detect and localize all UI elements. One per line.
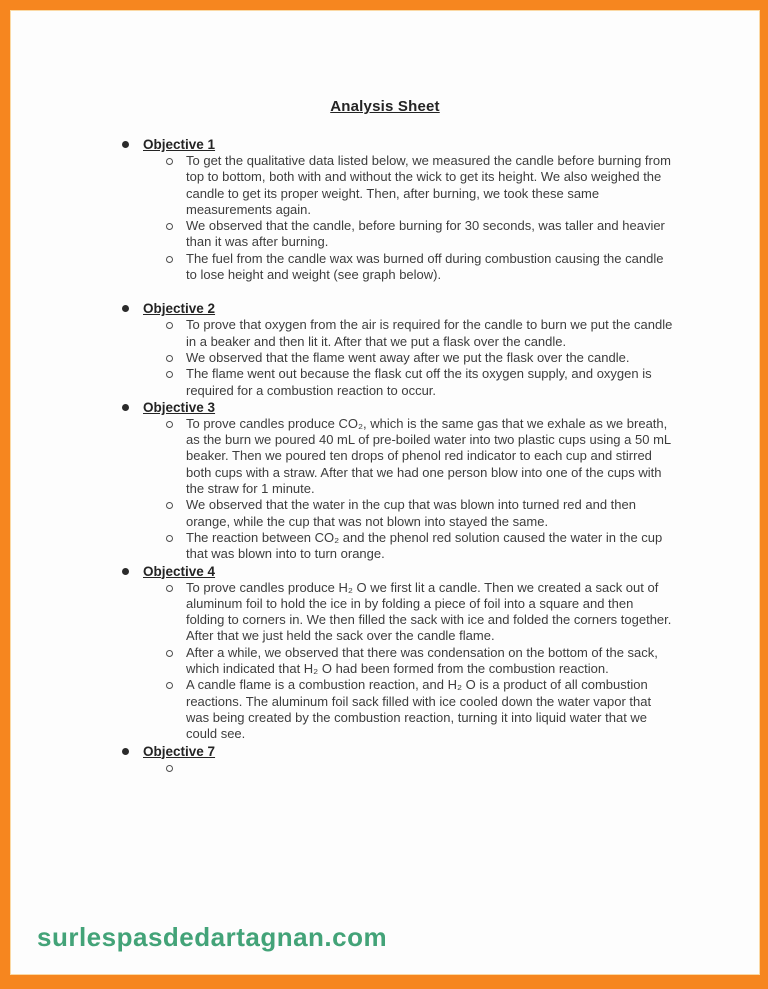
objective-item-text: The fuel from the candle wax was burned off during combustion causing the candle to lose height and weight (see graph below). xyxy=(186,250,664,283)
list-item xyxy=(166,366,759,399)
objective-2-section xyxy=(11,300,759,398)
list-item xyxy=(166,251,759,284)
filled-bullet-icon xyxy=(122,568,129,575)
hollow-bullet-icon xyxy=(166,256,173,263)
list-item xyxy=(166,677,759,742)
objective-item-text: To prove that oxygen from the air is required for the candle to burn we put the candle in a beaker and then lit it. After that we put a flask over the candle. xyxy=(186,317,673,349)
list-item xyxy=(166,350,759,366)
hollow-bullet-icon xyxy=(166,682,173,689)
objective-item-text: A candle flame is a combustion reaction, and H₂ O is a product of all combustion reactions. The aluminum foil sack filled with ice cooled down the water vapor that was being created by the combustion reaction, turning it into liquid water that we could see. xyxy=(186,677,652,742)
document-page xyxy=(10,10,760,975)
hollow-bullet-icon xyxy=(166,535,173,542)
objective-4-section xyxy=(11,563,759,743)
hollow-bullet-icon xyxy=(166,371,173,378)
filled-bullet-icon xyxy=(122,305,129,312)
list-item xyxy=(166,218,759,251)
objective-7-section xyxy=(11,743,759,776)
objective-item-text: To get the qualitative data listed below, we measured the candle before burning from top to bottom, both with and without the wick to get its height. We also weighed the candle to get its proper weight. Then, after burning, we took these same measurements again. xyxy=(186,153,671,217)
filled-bullet-icon xyxy=(122,404,129,411)
hollow-bullet-icon xyxy=(166,585,173,592)
list-item xyxy=(166,580,759,645)
watermark-text: surlespasdedartagnan.com xyxy=(37,922,388,952)
hollow-bullet-icon xyxy=(166,765,173,772)
objective-item-text: We observed that the water in the cup that was blown into turned red and then orange, while the cup that was not blown into stayed the same. xyxy=(186,497,636,529)
list-item xyxy=(166,416,759,497)
objective-heading: Objective 2 xyxy=(143,301,216,317)
list-item xyxy=(166,153,759,218)
list-item xyxy=(166,645,759,678)
objective-heading: Objective 1 xyxy=(143,137,216,152)
objective-heading: Objective 3 xyxy=(143,399,216,415)
list-item xyxy=(166,530,759,563)
objective-item-text: The reaction between CO₂ and the phenol red solution caused the water in the cup that was blown into to turn orange. xyxy=(186,529,663,562)
objective-item-text xyxy=(186,760,674,776)
hollow-bullet-icon xyxy=(166,650,173,657)
objective-heading: Objective 4 xyxy=(143,563,216,579)
list-item xyxy=(166,317,759,350)
list-item xyxy=(166,497,759,530)
objective-heading: Objective 7 xyxy=(143,743,216,759)
hollow-bullet-icon xyxy=(166,223,173,230)
hollow-bullet-icon xyxy=(166,158,173,165)
hollow-bullet-icon xyxy=(166,502,173,509)
objective-item-text: We observed that the candle, before burning for 30 seconds, was taller and heavier than it was after burning. xyxy=(186,218,665,250)
objective-3-section xyxy=(11,399,759,563)
hollow-bullet-icon xyxy=(166,322,173,329)
objective-item-text: The flame went out because the flask cut off the its oxygen supply, and oxygen is required for a combustion reaction to occur. xyxy=(186,366,652,398)
objective-item-text: To prove candles produce CO₂, which is the same gas that we exhale as we breath, as the burn we poured 40 mL of pre-boiled water into two plastic cups using a 50 mL beaker. Then we poured ten drops of phenol red indicator to each cup and stirred both cups with a straw. After that we had one person blow into one of the cups with the straw for 1 minute. xyxy=(186,415,671,497)
hollow-bullet-icon xyxy=(166,421,173,428)
page-title: Analysis Sheet xyxy=(330,98,440,115)
filled-bullet-icon xyxy=(122,748,129,755)
hollow-bullet-icon xyxy=(166,355,173,362)
filled-bullet-icon xyxy=(122,141,129,148)
objective-1-section xyxy=(11,136,759,283)
objective-item-text: After a while, we observed that there was condensation on the bottom of the sack, which indicated that H₂ O had been formed from the combustion reaction. xyxy=(186,644,658,677)
list-item xyxy=(166,760,759,776)
objective-item-text: To prove candles produce H₂ O we first lit a candle. Then we created a sack out of aluminum foil to hold the ice in by folding a piece of foil into a square and then folding to corners in. We then filled the sack with ice and folded the corners together. After that we just held the sack over the candle flame. xyxy=(186,579,672,644)
objective-item-text: We observed that the flame went away after we put the flask over the candle. xyxy=(186,349,630,365)
objectives-list xyxy=(11,136,759,776)
